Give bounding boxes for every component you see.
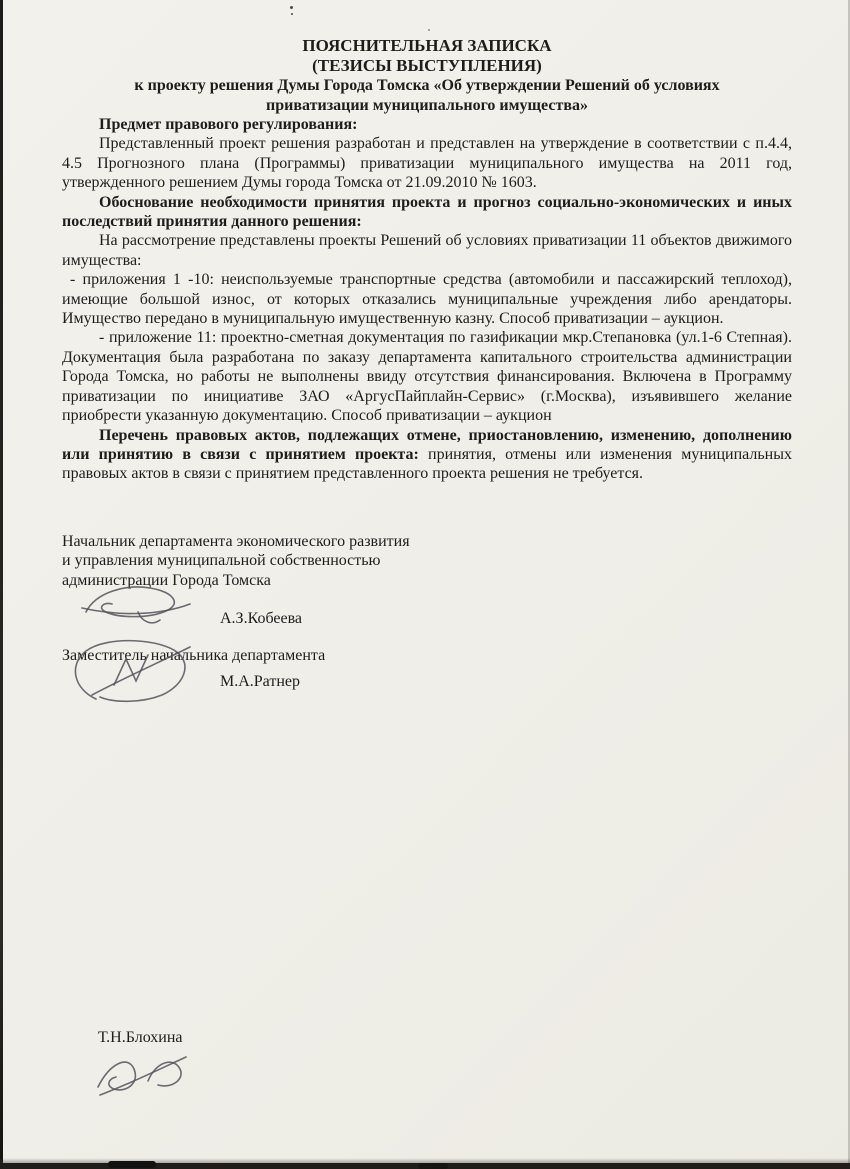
- scan-speck: [291, 13, 293, 15]
- signature-blokhina: [88, 1043, 198, 1103]
- section-justification-item2: - приложение 11: проектно-сметная документация по газификации мкр.Степановка (ул.1-6 Степная). Документация была разработана по заказу департамента капитального строительства администрации Города Томска, но работы не выполнены ввиду отсутствия финансирования. Включена в Программу приватизации по инициативе ЗАО «АргусПайплайн-Сервис» (г.Москва), изъявившего желание приобрести указанную документацию. Способ приватизации – аукцион: [62, 329, 792, 425]
- official3-name: Т.Н.Блохина: [98, 1029, 183, 1046]
- section-justification-item1: - приложения 1 -10: неиспользуемые транспортные средства (автомобили и пассажирский теплоход), имеющие большой износ, от которых отказались муниципальные учреждения либо арендаторы. Имущество передано в муниципальную имущественную казну. Способ приватизации – аукцион.: [62, 271, 792, 328]
- document-title-line1: ПОЯСНИТЕЛЬНАЯ ЗАПИСКА: [302, 36, 552, 55]
- section-justification-heading: Обоснование необходимости принятия проекта и прогноз социально-экономических и иных последствий принятия данного решения:: [62, 193, 792, 231]
- signature-block: [62, 532, 792, 728]
- official1-title-line3: администрации Города Томска: [62, 571, 271, 589]
- official2-name: М.А.Ратнер: [220, 673, 301, 691]
- official2-signature-row: [62, 665, 792, 727]
- official2-title: Заместитель начальника департамента: [62, 646, 326, 664]
- document-subtitle: к проекту решения Думы Города Томска «Об утверждении Решений об условиях приватизации муниципального имущества»: [134, 77, 720, 114]
- section-justification-intro: На рассмотрение представлены проекты Решений об условиях приватизации 11 объектов движимого имущества:: [62, 232, 792, 269]
- signature-ratner: [66, 637, 206, 709]
- section-acts-heading: Перечень правовых актов, подлежащих отмене, приостановлению, изменению, дополнению или принятию в связи с принятием проекта:: [62, 426, 792, 463]
- scan-blob: [108, 1161, 156, 1168]
- section-subject-paragraph: Представленный проект решения разработан и представлен на утверждение в соответствии с п.4.4, 4.5 Прогнозного плана (Программы) приватизации муниципального имущества на 2011 год, утвержденного решением Думы города Томска от 21.09.2010 № 1603.: [62, 135, 792, 192]
- scan-edge-left: [0, 0, 3, 1169]
- section-acts-body-text: принятия, отмены или изменения муниципальных правовых актов в связи с принятием представленного проекта решения не требуется.: [62, 445, 792, 483]
- official3-signature-area: [98, 1028, 318, 1103]
- signature-kobeeva: [78, 578, 198, 630]
- scan-speck: [428, 29, 430, 31]
- scan-speck: [290, 6, 293, 9]
- section-subject-heading: Предмет правового регулирования:: [99, 116, 358, 133]
- document-title-line2: (ТЕЗИСЫ ВЫСТУПЛЕНИЯ): [312, 56, 542, 75]
- official1-name: А.З.Кобеева: [220, 609, 303, 627]
- scan-blob: [418, 1163, 448, 1169]
- section-acts-paragraph: [62, 426, 792, 484]
- document-content: [62, 36, 792, 727]
- official1-title-line1: Начальник департамента экономического развития: [62, 532, 410, 550]
- official1-title-line2: и управления муниципальной собственностью: [62, 552, 381, 570]
